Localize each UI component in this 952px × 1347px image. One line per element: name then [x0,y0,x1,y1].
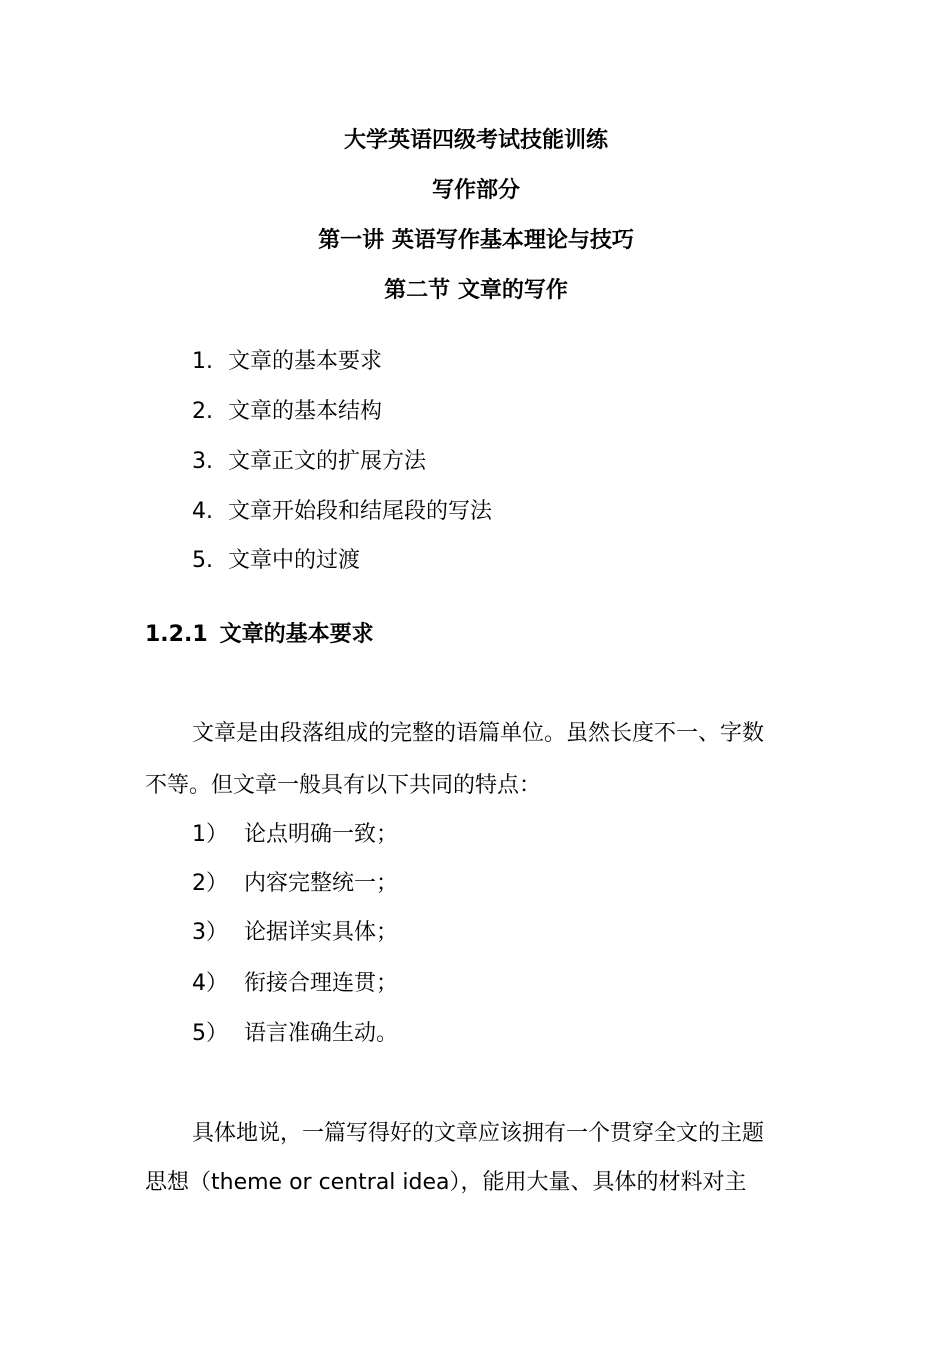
toc-item-number: 4. [192,499,213,524]
document-subtitle: 写作部分 [431,178,520,203]
lecture-title: 第一讲 英语写作基本理论与技巧 [318,228,634,253]
feature-list-item [192,1019,398,1049]
toc-item-text: 文章的基本要求 [228,349,383,374]
toc-item-number: 3. [192,449,213,474]
toc-item-number: 2. [192,399,213,424]
toc-item-text: 文章开始段和结尾段的写法 [228,499,493,524]
toc-item [192,546,360,576]
toc-item [192,397,382,427]
feature-number: 4） [192,971,228,996]
toc-item-number: 5. [192,548,213,573]
feature-number: 1） [192,822,228,847]
toc-item [192,347,382,377]
feature-number: 3） [192,920,228,945]
toc-item-text: 文章正文的扩展方法 [228,449,427,474]
closing-paragraph-line: 具体地说，一篇写得好的文章应该拥有一个贯穿全文的主题 [192,1121,765,1146]
intro-paragraph-line: 文章是由段落组成的完整的语篇单位。虽然长度不一、字数 [192,721,765,746]
closing-text-segment: 思想（ [145,1170,212,1195]
feature-list-item [192,918,398,948]
feature-number: 5） [192,1021,228,1046]
document-title: 大学英语四级考试技能训练 [343,128,608,153]
feature-list-item [192,969,398,999]
feature-text: 论点明确一致； [244,822,399,847]
section-heading-number: 1.2.1 [145,622,208,647]
intro-paragraph-line: 不等。但文章一般具有以下共同的特点： [145,773,542,798]
feature-number: 2） [192,871,228,896]
section-title: 第二节 文章的写作 [384,278,568,303]
section-heading [145,620,374,650]
section-heading-text: 文章的基本要求 [219,622,374,647]
feature-text: 语言准确生动。 [244,1021,399,1046]
feature-text: 内容完整统一； [244,871,399,896]
feature-text: 衔接合理连贯； [244,971,399,996]
toc-item-text: 文章中的过渡 [228,548,361,573]
feature-list-item [192,869,398,899]
feature-text: 论据详实具体； [244,920,399,945]
toc-item [192,497,492,527]
toc-item-text: 文章的基本结构 [228,399,383,424]
feature-list-item [192,820,398,850]
english-term: theme or central idea [211,1170,450,1195]
toc-item [192,447,426,477]
closing-text-segment: ），能用大量、具体的材料对主 [449,1170,747,1195]
toc-item-number: 1. [192,349,213,374]
closing-paragraph-line [145,1168,747,1198]
